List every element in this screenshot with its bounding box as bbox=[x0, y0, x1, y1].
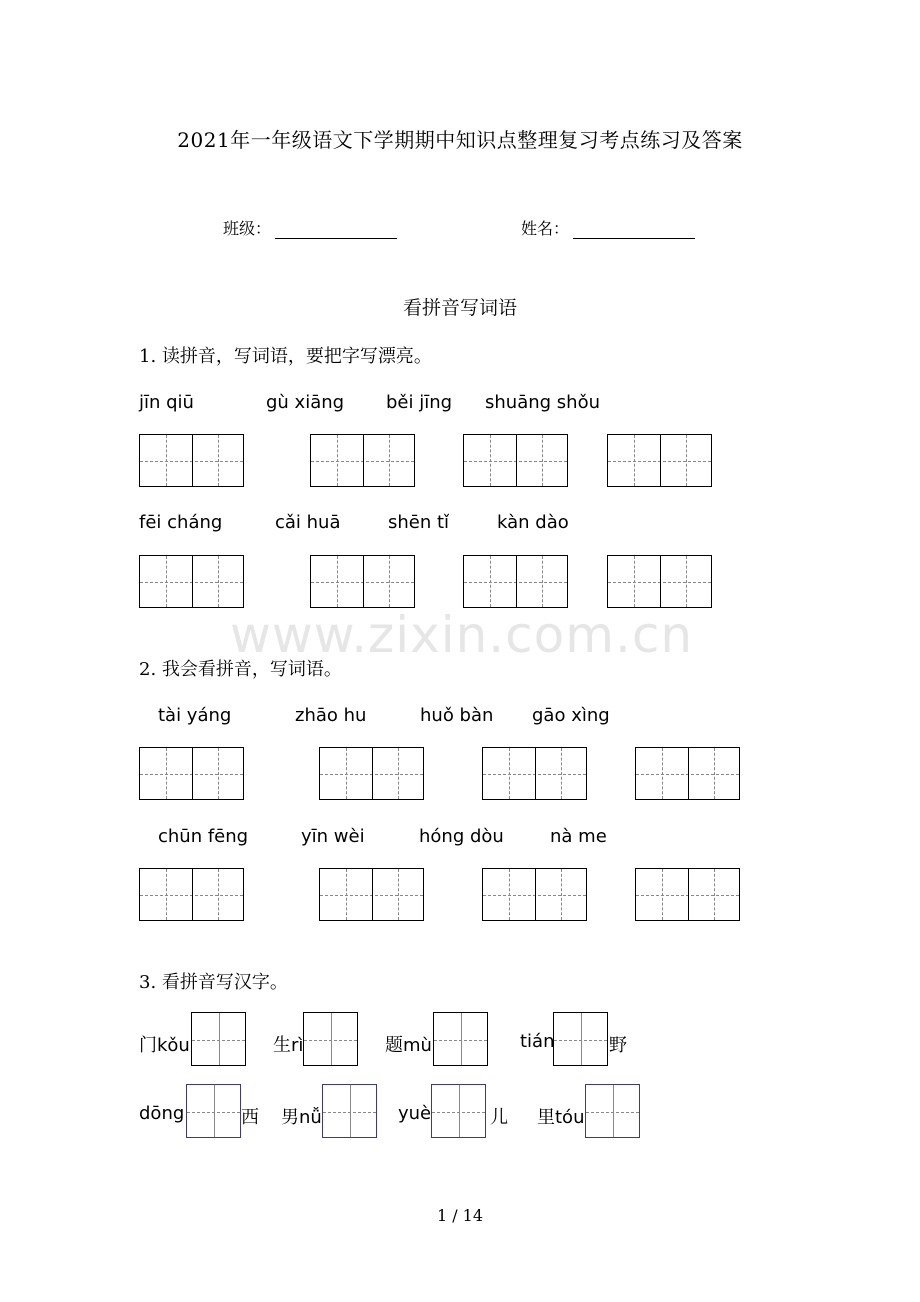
q2-pinyin: hóng dòu bbox=[419, 826, 504, 847]
q2-pinyin: gāo xìng bbox=[532, 705, 610, 726]
character-box[interactable] bbox=[303, 1012, 358, 1066]
writing-grid[interactable] bbox=[310, 555, 415, 608]
writing-grid[interactable] bbox=[319, 868, 424, 921]
q3-prompt: 儿 bbox=[490, 1107, 508, 1128]
question-2-heading: 2. 我会看拼音，写词语。 bbox=[139, 659, 342, 680]
character-box[interactable] bbox=[433, 1012, 488, 1066]
writing-grid[interactable] bbox=[139, 747, 244, 800]
q3-prompt: yuè bbox=[398, 1103, 432, 1124]
writing-grid[interactable] bbox=[310, 434, 415, 487]
q1-pinyin: fēi cháng bbox=[139, 512, 223, 533]
q3-prompt: 题mù bbox=[385, 1035, 432, 1056]
q2-pinyin: chūn fēng bbox=[158, 826, 249, 847]
writing-grid[interactable] bbox=[139, 434, 244, 487]
writing-grid[interactable] bbox=[463, 434, 568, 487]
q2-pinyin: tài yáng bbox=[158, 705, 232, 726]
class-label: 班级： bbox=[223, 219, 272, 238]
document-title: 2021年一年级语文下学期期中知识点整理复习考点练习及答案 bbox=[177, 128, 743, 152]
q3-prompt: 生rì bbox=[273, 1035, 304, 1056]
writing-grid[interactable] bbox=[607, 434, 712, 487]
q1-pinyin: shuāng shǒu bbox=[485, 392, 600, 413]
question-3-heading: 3. 看拼音写汉字。 bbox=[139, 972, 288, 993]
q3-prompt: tián bbox=[520, 1031, 555, 1052]
writing-grid[interactable] bbox=[635, 868, 740, 921]
q2-pinyin: zhāo hu bbox=[295, 705, 367, 726]
q2-pinyin: huǒ bàn bbox=[420, 705, 494, 726]
character-box[interactable] bbox=[191, 1012, 246, 1066]
class-field bbox=[223, 216, 397, 239]
writing-grid[interactable] bbox=[607, 555, 712, 608]
q3-prompt: dōng bbox=[139, 1103, 185, 1124]
q1-pinyin: gù xiāng bbox=[266, 392, 345, 413]
name-field bbox=[521, 216, 695, 239]
name-label: 姓名： bbox=[521, 219, 570, 238]
writing-grid[interactable] bbox=[319, 747, 424, 800]
character-box[interactable] bbox=[585, 1084, 640, 1138]
writing-grid[interactable] bbox=[139, 555, 244, 608]
name-blank[interactable] bbox=[573, 237, 695, 239]
writing-grid[interactable] bbox=[482, 868, 587, 921]
q3-prompt: 西 bbox=[241, 1107, 259, 1128]
character-box[interactable] bbox=[186, 1084, 241, 1138]
q1-pinyin: shēn tǐ bbox=[388, 512, 450, 533]
character-box[interactable] bbox=[322, 1084, 377, 1138]
q3-prompt: 男nǚ bbox=[281, 1107, 322, 1128]
q1-pinyin: kàn dào bbox=[497, 512, 569, 533]
writing-grid[interactable] bbox=[635, 747, 740, 800]
character-box[interactable] bbox=[553, 1012, 608, 1066]
writing-grid[interactable] bbox=[463, 555, 568, 608]
q2-pinyin: yīn wèi bbox=[301, 826, 365, 847]
class-blank[interactable] bbox=[275, 237, 397, 239]
q1-pinyin: běi jīng bbox=[386, 392, 453, 413]
watermark: www.zixin.com.cn bbox=[230, 606, 694, 664]
question-1-heading: 1. 读拼音，写词语，要把字写漂亮。 bbox=[139, 346, 432, 367]
q3-prompt: 门kǒu bbox=[139, 1035, 190, 1056]
character-box[interactable] bbox=[431, 1084, 486, 1138]
q2-pinyin: nà me bbox=[550, 826, 607, 847]
section-title: 看拼音写词语 bbox=[402, 297, 517, 319]
q3-prompt: 里tóu bbox=[537, 1107, 585, 1128]
q1-pinyin: cǎi huā bbox=[275, 512, 341, 533]
q3-prompt: 野 bbox=[609, 1035, 627, 1056]
page-number: 1 / 14 bbox=[436, 1206, 484, 1225]
writing-grid[interactable] bbox=[139, 868, 244, 921]
q1-pinyin: jīn qiū bbox=[139, 392, 194, 413]
writing-grid[interactable] bbox=[482, 747, 587, 800]
